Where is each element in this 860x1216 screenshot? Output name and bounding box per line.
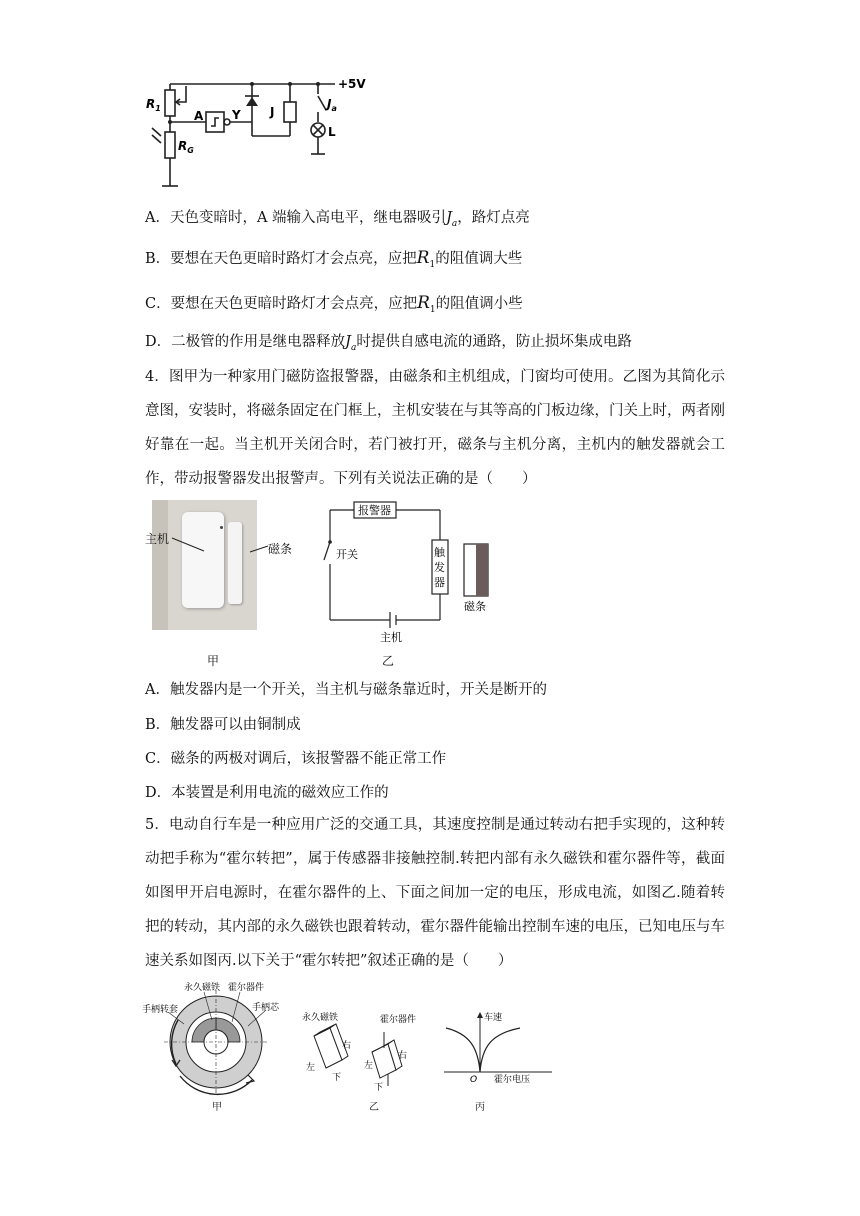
q4-option-d: D．本装置是利用电流的磁效应工作的 xyxy=(145,785,389,801)
q5-speed-voltage-graph xyxy=(442,1008,562,1092)
q5-yi-down2: 下 xyxy=(374,1083,384,1093)
q4-yi-magnet-label: 磁条 xyxy=(464,600,486,613)
relay-circuit-figure xyxy=(140,72,380,192)
q4-jia-magnet-arrow xyxy=(248,544,270,556)
label-5v: +5V xyxy=(338,77,366,91)
label-j: J xyxy=(270,105,275,119)
q4-yi-switch-label: 开关 xyxy=(336,548,358,561)
q3-option-a: A．天色变暗时，A 端输入高电平，继电器吸引$J_a$，路灯点亮 xyxy=(145,210,530,229)
q5-yi-magnet-label: 永久磁铁 xyxy=(302,1013,339,1023)
q5-yi-left1: 左 xyxy=(306,1063,316,1073)
q4-jia-host-label: 主机 xyxy=(145,532,170,546)
label-l: L xyxy=(328,125,336,139)
label-ja: $J_a$ xyxy=(327,97,337,113)
q4-jia-magnet-label: 磁条 xyxy=(268,542,293,556)
host-device xyxy=(182,512,224,608)
q5-bing-origin: O xyxy=(470,1075,478,1085)
q5-bing-ylabel: 车速 xyxy=(484,1013,503,1023)
q4-yi-caption: 乙 xyxy=(382,654,395,668)
q5-jia-sleeve-label: 手柄转套 xyxy=(142,1005,179,1015)
q5-jia-magnet-label: 永久磁铁 xyxy=(184,983,221,993)
q5-jia-core-label: 手柄芯 xyxy=(252,1003,280,1013)
magnet-strip xyxy=(228,522,242,604)
q5-bing-xlabel: 霍尔电压 xyxy=(494,1075,531,1085)
label-rg: $R_G$ xyxy=(178,139,194,155)
q3-option-c: C．要想在天色更暗时路灯才会点亮，应把$R_1$的阻值调小些 xyxy=(145,293,523,315)
q4-jia-caption: 甲 xyxy=(207,654,220,668)
q5-yi-right1: 右 xyxy=(342,1041,352,1051)
q4-yi-trigger-1: 触 xyxy=(434,546,445,559)
q5-bing-caption: 丙 xyxy=(475,1102,485,1113)
q5-yi-hall-label: 霍尔器件 xyxy=(380,1015,417,1025)
q4-stem: 4．图甲为一种家用门磁防盗报警器，由磁条和主机组成，门窗均可使用。乙图为其简化示意图，安装时，将磁条固定在门框上，主机安装在与其等高的门板边缘，门关上时，两者刚好靠在一起。当主机开关闭合时，若门被打开，磁条与主机分离，主机内的触发器就会工作，带动报警器发出报警声。下列有关说法正确的是（ ） xyxy=(145,369,725,487)
q4-option-a: A．触发器内是一个开关，当主机与磁条靠近时，开关是断开的 xyxy=(145,682,547,698)
q4-yi-host-label: 主机 xyxy=(380,631,402,644)
q5-yi-caption: 乙 xyxy=(369,1102,379,1113)
q4-photo-door-alarm xyxy=(152,500,257,630)
label-r1: $R_1$ xyxy=(146,97,161,113)
q4-option-c: C．磁条的两极对调后，该报警器不能正常工作 xyxy=(145,751,447,767)
q5-jia-caption: 甲 xyxy=(212,1102,222,1113)
q4-yi-trigger-2: 发 xyxy=(434,561,445,574)
q4-option-b: B．触发器可以由铜制成 xyxy=(145,717,301,733)
q5-yi-right2: 右 xyxy=(398,1051,408,1061)
q5-yi-down1: 下 xyxy=(332,1073,342,1083)
q5-yi-left2: 左 xyxy=(364,1061,374,1071)
q4-alarm-schematic xyxy=(320,498,500,648)
q5-handle-cross-section xyxy=(140,980,290,1100)
q5-jia-hall-label: 霍尔器件 xyxy=(228,983,265,993)
q4-jia-host-arrow xyxy=(170,536,210,556)
q3-option-b: B．要想在天色更暗时路灯才会点亮，应把$R_1$的阻值调大些 xyxy=(145,248,523,270)
label-y: Y xyxy=(232,108,241,122)
q4-yi-alarm-label: 报警器 xyxy=(358,504,391,517)
q5-stem: 5．电动自行车是一种应用广泛的交通工具，其速度控制是通过转动右把手实现的，这种转动把手称为“霍尔转把”，属于传感器非接触控制.转把内部有永久磁铁和霍尔器件等，截面如图甲开启电源时，在霍尔器件的上、下面之间加一定的电压，形成电流，如图乙.随着转把的转动，其内部的永久磁铁也跟着转动，霍尔器件能输出控制车速的电压，已知电压与车速关系如图丙.以下关于“霍尔转把”叙述正确的是（ ） xyxy=(145,817,725,969)
label-a: A xyxy=(194,109,204,123)
q5-magnet-hall-diagram xyxy=(300,1008,430,1094)
q3-option-d: D．二极管的作用是继电器释放$J_a$时提供自感电流的通路，防止损坏集成电路 xyxy=(145,334,632,353)
q4-yi-trigger-3: 器 xyxy=(434,576,445,589)
